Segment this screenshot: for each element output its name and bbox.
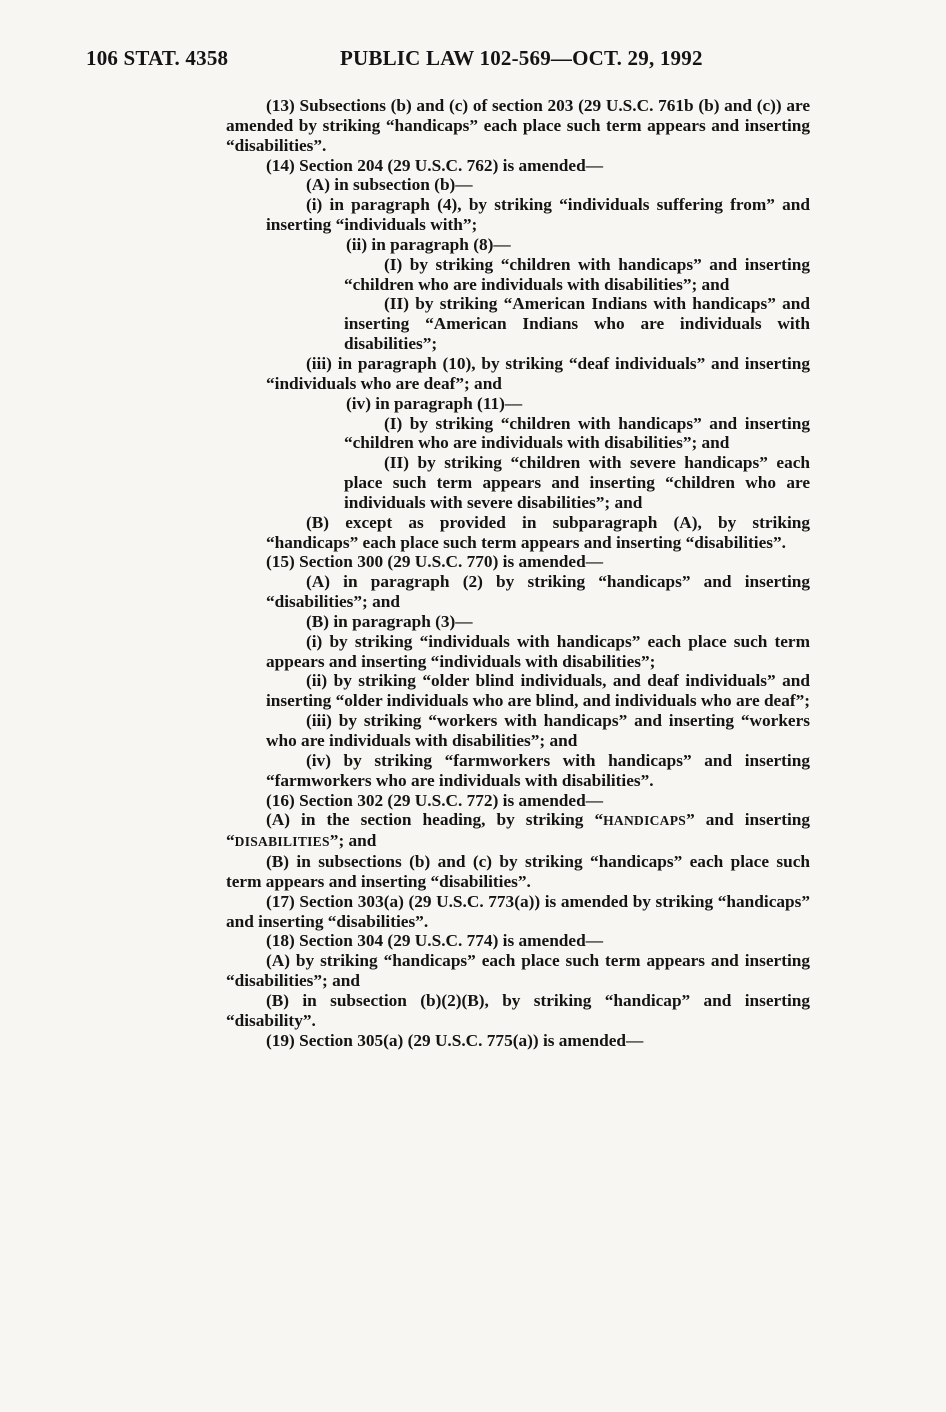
- paragraph-18: (18) Section 304 (29 U.S.C. 774) is amended—: [266, 931, 603, 951]
- document-body: [226, 96, 810, 1051]
- paragraph-16: (16) Section 302 (29 U.S.C. 772) is amended—: [266, 790, 603, 810]
- paragraph-14-a-i: (i) in paragraph (4), by striking “individuals suffering from” and inserting “individuals with”;: [266, 195, 810, 235]
- paragraph-13: (13) Subsections (b) and (c) of section 203 (29 U.S.C. 761b (b) and (c)) are amended by striking “handicaps” each place such term appears and inserting “disabilities”.: [226, 96, 810, 155]
- small-caps-handicaps: HANDICAPS: [603, 813, 687, 829]
- paragraph-16-a-text-1: (A) in the section heading, by striking “: [266, 810, 604, 830]
- paragraph-17: (17) Section 303(a) (29 U.S.C. 773(a)) is amended by striking “handicaps” and inserting “disabilities”.: [226, 891, 810, 931]
- paragraph-14-a-ii-I: (I) by striking “children with handicaps” and inserting “children who are individuals with disabilities”; and: [344, 254, 810, 294]
- paragraph-18-b: (B) in subsection (b)(2)(B), by striking “handicap” and inserting “disability”.: [226, 990, 810, 1030]
- paragraph-16-a-text-3: ”; and: [329, 831, 377, 851]
- paragraph-14: (14) Section 204 (29 U.S.C. 762) is amended—: [266, 155, 603, 175]
- paragraph-16-a-text-2: ” and inserting “: [226, 810, 810, 851]
- paragraph-15-b-ii: (ii) by striking “older blind individuals, and deaf individuals” and inserting “older individuals who are blind, and individuals who are deaf”;: [266, 671, 811, 711]
- paragraph-14-b: (B) except as provided in subparagraph (A), by striking “handicaps” each place such term appears and inserting “disabilities”.: [266, 512, 810, 552]
- paragraph-18-a: (A) by striking “handicaps” each place such term appears and inserting “disabilities”; and: [226, 951, 810, 991]
- paragraph-15-b: (B) in paragraph (3)—: [306, 611, 473, 631]
- paragraph-15-b-iii: (iii) by striking “workers with handicaps” and inserting “workers who are individuals with disabilities”; and: [266, 711, 810, 750]
- paragraph-15-b-i: (i) by striking “individuals with handicaps” each place such term appears and inserting “individuals with disabilities”;: [266, 631, 810, 671]
- small-caps-disabilities: DISABILITIES: [234, 834, 330, 850]
- page-header: [86, 46, 816, 76]
- paragraph-14-a-iv-II: (II) by striking “children with severe handicaps” each place such term appears and inserting “children who are individuals with severe disabilities”; and: [344, 453, 810, 512]
- paragraph-14-a-iv: (iv) in paragraph (11)—: [346, 393, 523, 413]
- paragraph-14-a-ii-II: (II) by striking “American Indians with handicaps” and inserting “American Indians who are individuals with disabilities”;: [344, 294, 810, 354]
- paragraph-16-b: (B) in subsections (b) and (c) by striking “handicaps” each place such term appears and inserting “disabilities”.: [226, 852, 810, 891]
- public-law-heading: PUBLIC LAW 102-569—OCT. 29, 1992: [340, 46, 703, 70]
- paragraph-15-a: (A) in paragraph (2) by striking “handicaps” and inserting “disabilities”; and: [266, 572, 810, 612]
- paragraph-19: (19) Section 305(a) (29 U.S.C. 775(a)) is amended—: [266, 1030, 644, 1050]
- paragraph-16-a: [226, 810, 810, 852]
- paragraph-14-a-iii: (iii) in paragraph (10), by striking “deaf individuals” and inserting “individuals who are deaf”; and: [266, 353, 810, 393]
- stat-page-number: 106 STAT. 4358: [86, 46, 229, 70]
- paragraph-14-a-iv-I: (I) by striking “children with handicaps” and inserting “children who are individuals with disabilities”; and: [344, 413, 810, 453]
- paragraph-15: (15) Section 300 (29 U.S.C. 770) is amended—: [266, 552, 603, 572]
- paragraph-15-b-iv: (iv) by striking “farmworkers with handicaps” and inserting “farmworkers who are individuals with disabilities”.: [266, 750, 810, 790]
- paragraph-14-a-ii: (ii) in paragraph (8)—: [346, 234, 511, 254]
- paragraph-14-a: (A) in subsection (b)—: [306, 175, 473, 195]
